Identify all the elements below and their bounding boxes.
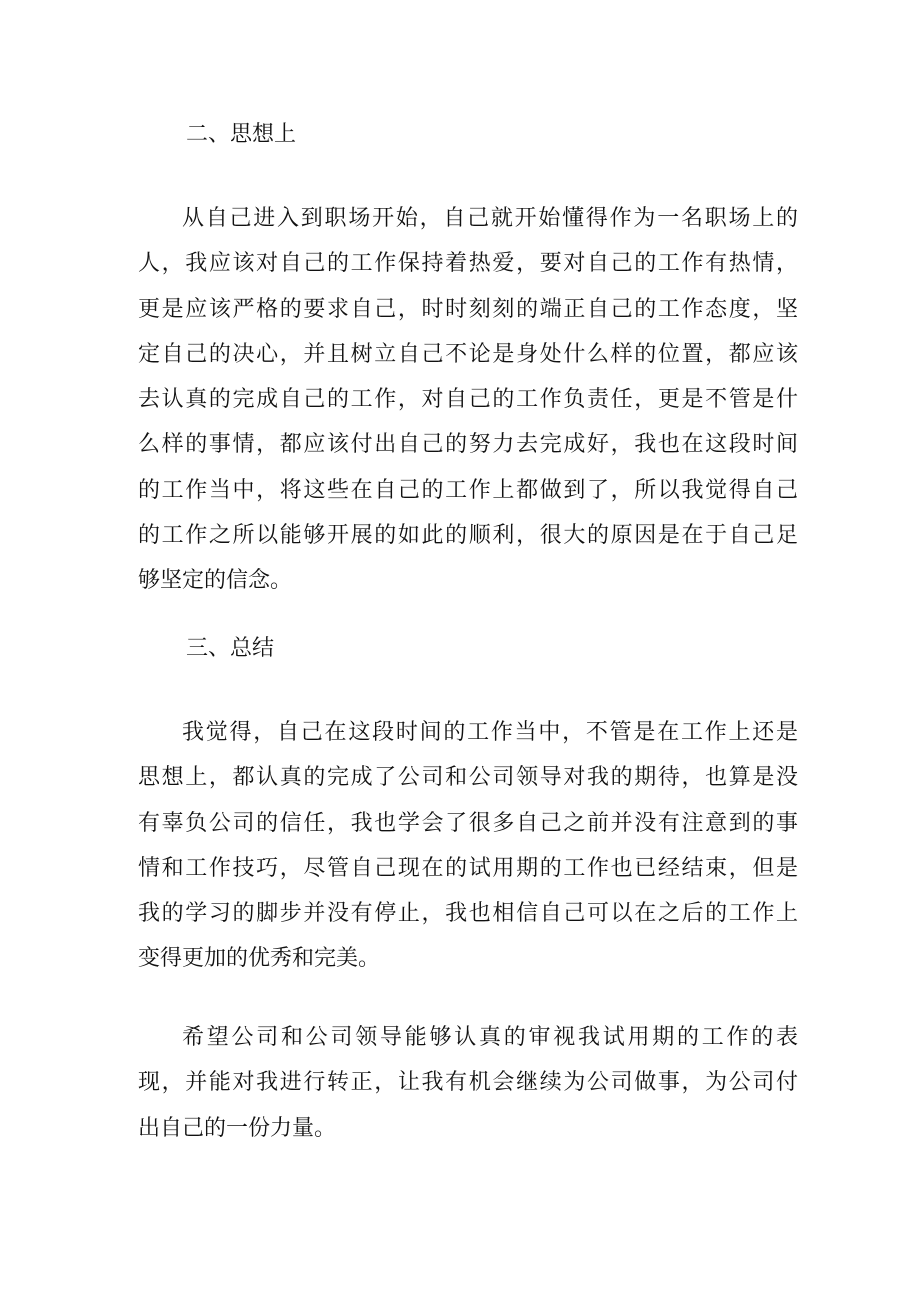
paragraph-line: 变得更加的优秀和完美。 (138, 946, 381, 972)
paragraph-line: 更是应该严格的要求自己，时时刻刻的端正自己的工作态度，坚 (138, 296, 798, 322)
paragraph-line: 思想上，都认真的完成了公司和公司领导对我的期待，也算是没 (138, 765, 798, 791)
paragraph-line: 我的学习的脚步并没有停止，我也相信自己可以在之后的工作上 (138, 901, 798, 927)
paragraph-line: 够坚定的信念。 (138, 568, 293, 594)
paragraph-line: 有辜负公司的信任，我也学会了很多自己之前并没有注意到的事 (138, 810, 798, 836)
paragraph-line: 人，我应该对自己的工作保持着热爱，要对自己的工作有热情， (138, 251, 798, 277)
paragraph-line: 情和工作技巧，尽管自己现在的试用期的工作也已经结束，但是 (138, 855, 798, 881)
section-heading-thinking: 二、思想上 (186, 122, 297, 147)
paragraph-hope (138, 1015, 798, 1151)
paragraph-line: 的工作当中，将这些在自己的工作上都做到了，所以我觉得自己 (138, 477, 798, 503)
paragraph-line: 定自己的决心，并且树立自己不论是身处什么样的位置，都应该 (138, 341, 798, 367)
paragraph-thinking (138, 196, 798, 604)
paragraph-line: 出自己的一份力量。 (138, 1115, 337, 1141)
section-heading-summary: 三、总结 (186, 636, 275, 661)
paragraph-line: 现，并能对我进行转正，让我有机会继续为公司做事，为公司付 (138, 1070, 798, 1096)
paragraph-line: 的工作之所以能够开展的如此的顺利，很大的原因是在于自己足 (138, 523, 798, 549)
paragraph-line: 么样的事情，都应该付出自己的努力去完成好，我也在这段时间 (138, 432, 798, 458)
paragraph-line: 去认真的完成自己的工作，对自己的工作负责任，更是不管是什 (138, 387, 798, 413)
paragraph-line: 从自己进入到职场开始，自己就开始懂得作为一名职场上的 (182, 206, 798, 231)
paragraph-line: 我觉得，自己在这段时间的工作当中，不管是在工作上还是 (182, 720, 798, 745)
paragraph-summary (138, 710, 798, 982)
paragraph-line: 希望公司和公司领导能够认真的审视我试用期的工作的表 (182, 1025, 798, 1050)
